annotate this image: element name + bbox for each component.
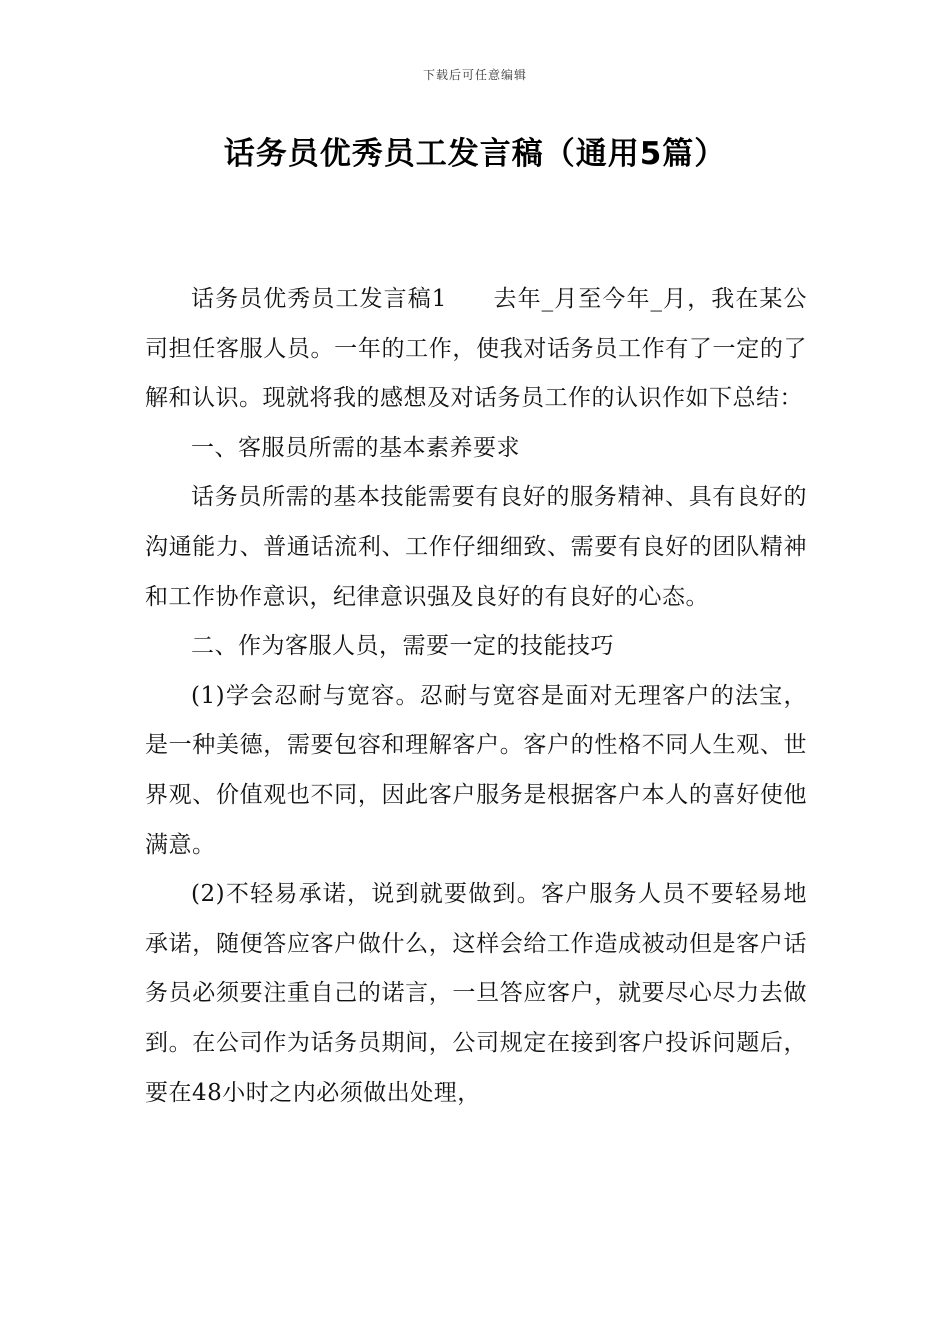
section-heading-2: 二、作为客服人员，需要一定的技能技巧 bbox=[191, 633, 614, 660]
paragraph-patience: (1)学会忍耐与宽容。忍耐与宽容是面对无理客户的法宝，是一种美德，需要包容和理解客户。客户的性格不同人生观、世界观、价值观也不同，因此客户服务是根据客户本人的喜好使他满意。 bbox=[145, 682, 807, 858]
paragraph-intro bbox=[145, 275, 807, 424]
header-note: 下载后可任意编辑 bbox=[422, 68, 527, 82]
article-heading: 话务员优秀员工发言稿1 bbox=[191, 286, 447, 312]
document-title: 话务员优秀员工发言稿（通用5篇） bbox=[223, 136, 727, 172]
paragraph-text: 去年_月至今年_月，我在某公司担任客服人员。一年的工作，使我对话务员工作有了一定的了解和认识。现就将我的感想及对话务员工作的认识作如下总结： bbox=[145, 286, 808, 412]
document-body bbox=[145, 275, 807, 1118]
paragraph-promise: (2)不轻易承诺，说到就要做到。客户服务人员不要轻易地承诺，随便答应客户做什么，这样会给工作造成被动但是客户话务员必须要注重自己的诺言，一旦答应客户，就要尽心尽力去做到。在公司作为话务员期间，公司规定在接到客户投诉问题后，要在48小时之内必须做出处理， bbox=[145, 881, 807, 1106]
paragraph-skills: 话务员所需的基本技能需要有良好的服务精神、具有良好的沟通能力、普通话流利、工作仔细细致、需要有良好的团队精神和工作协作意识，纪律意识强及良好的有良好的心态。 bbox=[145, 484, 807, 610]
section-heading-1: 一、客服员所需的基本素养要求 bbox=[191, 434, 520, 461]
